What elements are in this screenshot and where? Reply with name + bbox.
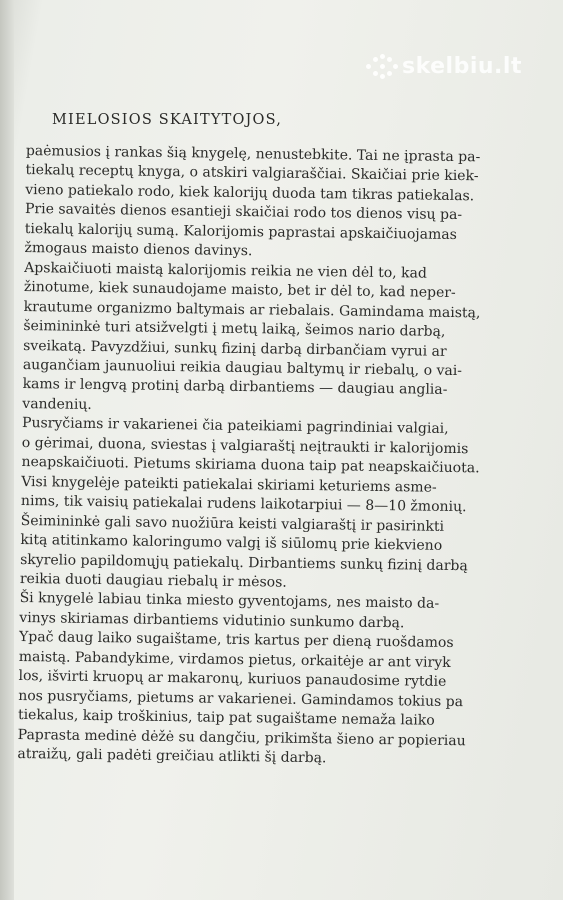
text-line: tiekalų receptų knyga, o atskiri valgiaraščiai. Skaičiai prie kiek- [25,162,479,185]
text-line: tiekalus, kaip troškinius, taip pat sugaištame nemaža laiko [17,707,435,729]
text-line: maistą. Pabandykime, virdamos pietus, orkaitėje ar ant viryk [18,648,451,671]
text-line: žinotume, kiek sunaudojame maisto, bet ir dėl to, kad neper- [23,279,456,302]
text-line: kitą atitinkamo kaloringumo valgį iš siūlomų prie kiekvieno [20,532,443,554]
text-line: Šeimininkė gali savo nuožiūra keisti valgiaraštį ir pasirinkti [20,512,445,535]
text-line: nos pusryčiams, pietums ar vakarienei. Gamindamos tokius pa [18,687,464,710]
text-line: Visi knygelėje pateikti patiekalai skiriami keturiems asme- [21,473,437,496]
page-heading: MIELOSIOS SKAITYTOJOS, [52,112,283,128]
text-line: Ši knygelė labiau tinka miesto gyventojams, nes maisto da- [19,590,440,613]
text-line: o gėrimai, duona, sviestas į valgiaraštį neįtraukti ir kalorijomis [21,434,469,458]
text-line: Prie savaitės dienos esantieji skaičiai rodo tos dienos visų pa- [24,201,463,224]
text-line: skyrelio papildomųjų patiekalų. Dirbantiems sunkų fizinį darbą [20,551,468,574]
text-line: žmogaus maisto dienos davinys. [24,240,253,260]
text-line: tiekalų kalorijų sumą. Kalorijomis paprastai apskaičiuojamas [24,220,457,243]
body-text [17,142,563,772]
text-line: los, išvirti kruopų ar makaronų, kuriuos panaudosime rytdie [18,668,447,691]
watermark [366,52,522,80]
text-line: Apskaičiuoti maistą kalorijomis reikia ne vien dėl to, kad [24,259,428,282]
text-line: Pusryčiams ir vakarienei čia pateikiami pagrindiniai valgiai, [21,415,449,438]
text-line: krautume organizmo baltymais ar riebalais. Gamindama maistą, [23,298,481,321]
watermark-text: skelbiu.lt [402,53,522,79]
text-line: nims, tik vaisių patiekalai rudens laikotarpiui — 8—10 žmonių. [20,493,467,516]
dots-logo-icon [366,54,396,78]
text-line: paėmusios į rankas šią knygelę, nenustebkite. Tai ne įprasta pa- [25,142,481,166]
text-line: sveikatą. Pavyzdžiui, sunkų fizinį darbą dirbančiam vyrui ar [23,337,447,360]
text-line: augančiam jaunuoliui reikia daugiau baltymų ir riebalų, o vai- [22,356,463,380]
text-line: atraižų, gali padėti greičiau atlikti šį darbą. [17,745,327,767]
text-line: reikia duoti daugiau riebalų ir mėsos. [19,570,287,591]
text-line: vandenių. [22,395,92,413]
text-line: vieno patiekalo rodo, kiek kalorijų duoda tam tikras patiekalas. [25,181,475,205]
text-line: Paprasta medinė dėžė su dangčiu, prikimšta šieno ar popieriau [17,726,466,749]
text-line: neapskaičiuoti. Pietums skiriama duona taip pat neapskaičiuota. [21,454,480,477]
text-line: šeimininkė turi atsižvelgti į metų laiką, šeimos nario darbą, [23,318,446,340]
text-line: vinys skiriamas dirbantiems vidutinio sunkumo darbą. [19,609,405,632]
text-line: Ypač daug laiko sugaištame, tris kartus per dieną ruošdamos [18,629,454,652]
text-line: kams ir lengvą protinį darbą dirbantiems — daugiau anglia- [22,376,448,399]
